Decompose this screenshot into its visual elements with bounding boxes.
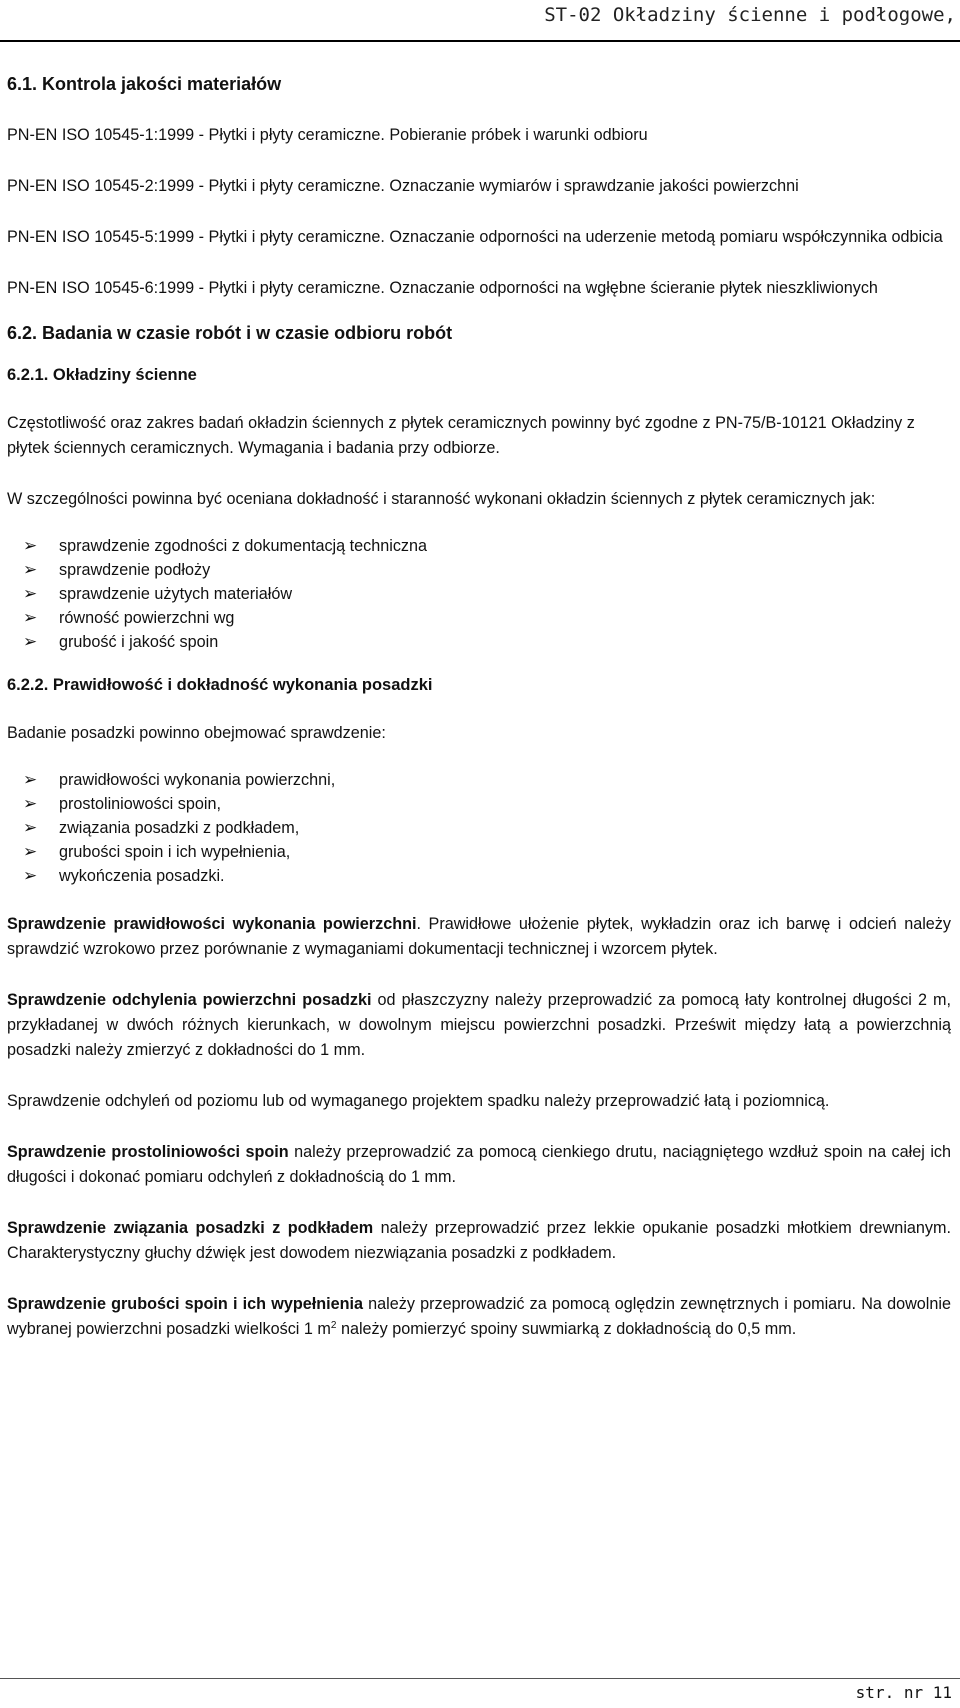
bold-lead: Sprawdzenie związania posadzki z podkładem xyxy=(7,1219,374,1237)
list-item xyxy=(23,768,951,792)
bold-lead: Sprawdzenie grubości spoin i ich wypełnienia xyxy=(7,1295,363,1313)
paragraph-text: należy przeprowadzić przez lekkie opukanie posadzki młotkiem drewnianym. Charakterystyczny głuchy dźwięk jest dowodem niezwiązania posadzki z podkładem. xyxy=(7,1219,951,1262)
paragraph-text: od płaszczyzny należy przeprowadzić za pomocą łaty kontrolnej długości 2 m, przykładanej w dwóch różnych kierunkach, w dowolnym miejscu powierzchni posadzki. Prześwit między łatą a powierzchnią posadzki należy zmierzyć z dokładności do 1 mm. xyxy=(7,991,951,1059)
list-item-label: sprawdzenie podłoży xyxy=(59,561,211,579)
page-number: str. nr 11 xyxy=(855,1683,952,1702)
list-item xyxy=(23,606,951,630)
arrowhead-check-icon: ➢ xyxy=(23,584,38,603)
heading-6-2-1: 6.2.1. Okładziny ścienne xyxy=(7,366,197,384)
bold-lead: Sprawdzenie prostoliniowości spoin xyxy=(7,1143,289,1161)
paragraph xyxy=(7,1216,951,1266)
list-item xyxy=(23,558,951,582)
paragraph-text: należy przeprowadzić za pomocą cienkiego drutu, naciągniętego wzdłuż spoin na całej ich długości i dokonać pomiaru odchyleń z dokładnością do 1 mm. xyxy=(7,1143,952,1186)
check-list xyxy=(7,534,951,654)
arrowhead-check-icon: ➢ xyxy=(23,866,38,885)
arrowhead-check-icon: ➢ xyxy=(23,794,38,813)
standard-item: PN-EN ISO 10545-1:1999 - Płytki i płyty ceramiczne. Pobieranie próbek i warunki odbioru xyxy=(7,126,648,144)
bold-lead: Sprawdzenie prawidłowości wykonania powierzchni xyxy=(7,915,417,933)
paragraph-text: należy przeprowadzić za pomocą oględzin zewnętrznych i pomiaru. Na dowolnie wybranej powierzchni posadzki wielkości 1 m xyxy=(7,1295,951,1338)
heading-6-2-2: 6.2.2. Prawidłowość i dokładność wykonania posadzki xyxy=(7,676,433,694)
standard-item: PN-EN ISO 10545-2:1999 - Płytki i płyty ceramiczne. Oznaczanie wymiarów i sprawdzanie jakości powierzchni xyxy=(7,177,799,195)
arrowhead-check-icon: ➢ xyxy=(23,536,38,555)
list-item-label: wykończenia posadzki. xyxy=(59,867,225,885)
arrowhead-check-icon: ➢ xyxy=(23,632,38,651)
list-item xyxy=(23,792,951,816)
paragraph xyxy=(7,1292,951,1342)
paragraph-text: należy pomierzyć spoiny suwmiarką z dokładnością do 0,5 mm. xyxy=(336,1320,797,1338)
arrowhead-check-icon: ➢ xyxy=(23,608,38,627)
heading-6-1: 6.1. Kontrola jakości materiałów xyxy=(7,74,282,94)
header-divider xyxy=(0,40,960,42)
list-item xyxy=(23,816,951,840)
standard-item: PN-EN ISO 10545-5:1999 - Płytki i płyty ceramiczne. Oznaczanie odporności na uderzenie metodą pomiaru współczynnika odbicia xyxy=(7,228,943,246)
list-item-label: grubości spoin i ich wypełnienia, xyxy=(59,843,291,861)
footer-divider xyxy=(0,1678,960,1679)
paragraph xyxy=(7,1140,951,1190)
arrowhead-check-icon: ➢ xyxy=(23,818,38,837)
paragraph: Sprawdzenie odchyleń od poziomu lub od wymaganego projektem spadku należy przeprowadzić łatą i poziomnicą. xyxy=(7,1092,830,1110)
list-item xyxy=(23,864,951,888)
superscript: 2 xyxy=(330,1320,337,1331)
list-item-label: związania posadzki z podkładem, xyxy=(59,819,300,837)
check-list xyxy=(7,768,951,888)
paragraph: Badanie posadzki powinno obejmować sprawdzenie: xyxy=(7,724,386,742)
list-item xyxy=(23,582,951,606)
list-item xyxy=(23,534,951,558)
paragraph xyxy=(7,912,951,962)
paragraph: Częstotliwość oraz zakres badań okładzin ściennych z płytek ceramicznych powinny być zgodne z PN-75/B-10121 Okładziny z płytek ściennych ceramicznych. Wymagania i badania przy odbiorze. xyxy=(7,414,915,457)
list-item xyxy=(23,840,951,864)
list-item xyxy=(23,630,951,654)
list-item-label: równość powierzchni wg xyxy=(59,609,235,627)
paragraph xyxy=(7,988,951,1063)
list-item-label: prawidłowości wykonania powierzchni, xyxy=(59,771,336,789)
standard-item: PN-EN ISO 10545-6:1999 - Płytki i płyty ceramiczne. Oznaczanie odporności na wgłębne ścieranie płytek nieszkliwionych xyxy=(7,279,878,297)
list-item-label: prostoliniowości spoin, xyxy=(59,795,221,813)
list-item-label: sprawdzenie zgodności z dokumentacją techniczna xyxy=(59,537,428,555)
paragraph: W szczególności powinna być oceniana dokładność i staranność wykonani okładzin ściennych z płytek ceramicznych jak: xyxy=(7,490,876,508)
arrowhead-check-icon: ➢ xyxy=(23,560,38,579)
list-item-label: grubość i jakość spoin xyxy=(59,633,219,651)
document-body xyxy=(7,72,951,1368)
heading-6-2: 6.2. Badania w czasie robót i w czasie odbioru robót xyxy=(7,323,453,343)
arrowhead-check-icon: ➢ xyxy=(23,770,38,789)
list-item-label: sprawdzenie użytych materiałów xyxy=(59,585,293,603)
arrowhead-check-icon: ➢ xyxy=(23,842,38,861)
running-header: ST-02 Okładziny ścienne i podłogowe, xyxy=(544,4,956,26)
paragraph-text: . Prawidłowe ułożenie płytek, wykładzin oraz ich barwę i odcień należy sprawdzić wzrokowo przez porównanie z wymaganiami dokumentacji technicznej i wzorcem płytek. xyxy=(7,915,951,958)
bold-lead: Sprawdzenie odchylenia powierzchni posadzki xyxy=(7,991,372,1009)
